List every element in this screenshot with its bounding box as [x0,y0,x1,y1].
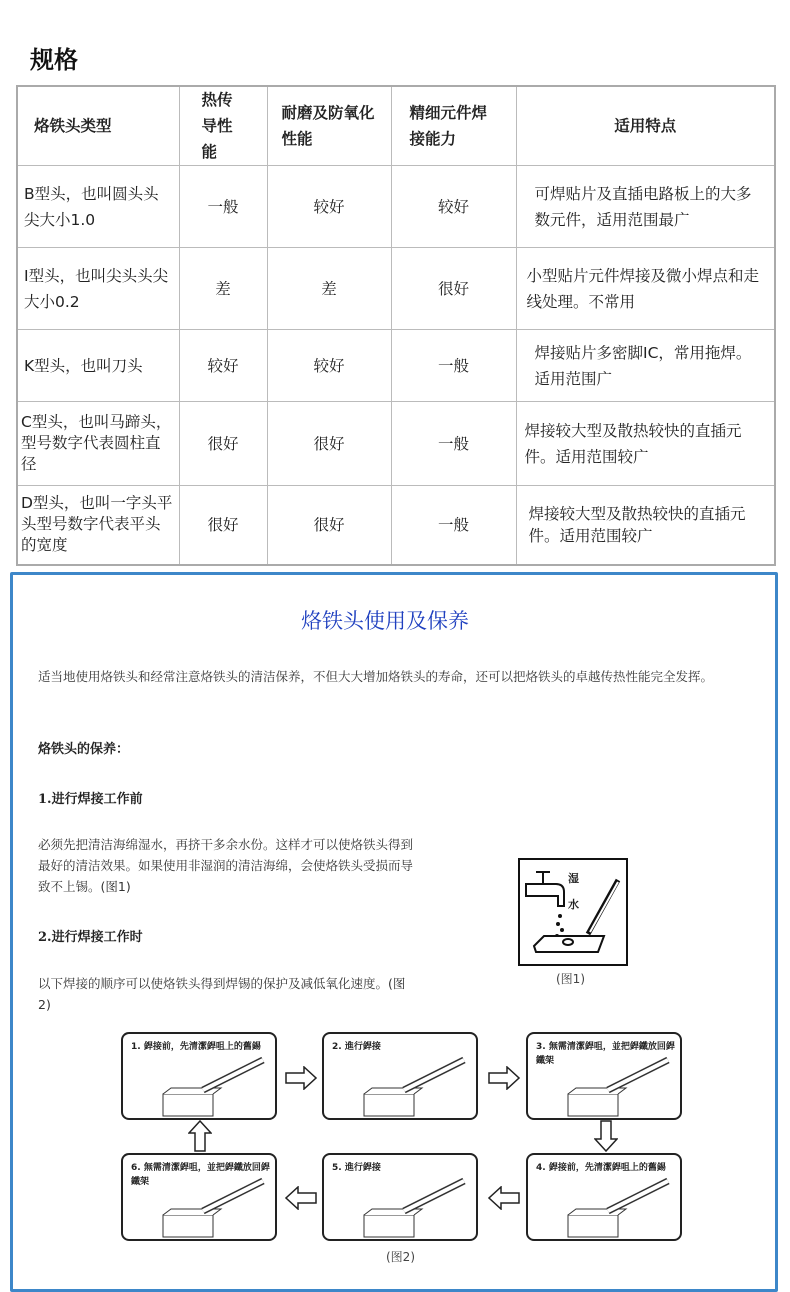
step-label: 5. 進行銲接 [332,1163,381,1173]
cell: D型头，也叫一字头平头型号数字代表平头的宽度 [17,486,179,565]
cell: 一般 [391,486,516,565]
cell: K型头，也叫刀头 [17,330,179,402]
care-subtitle: 烙铁头的保养： [38,742,130,757]
process-step [322,1032,478,1120]
cell: I型头，也叫尖头头尖大小0.2 [17,248,179,330]
step1-text: 必须先把清洁海绵湿水，再挤干多余水份。这样才可以使烙铁头得到最好的清洁效果。如果使用非湿润的清洁海绵，会使烙铁头受损而导致不上锡。(图1) [38,837,414,894]
fig2-caption: (图2) [386,1250,415,1264]
care-title: 烙铁头使用及保养 [301,609,469,633]
header-cell: 烙铁头类型 [17,86,179,166]
soldering-iron-icon [354,1054,474,1120]
flow-arrow-icon [285,1066,317,1090]
soldering-iron-icon [558,1175,678,1241]
cell: 小型贴片元件焊接及微小焊点和走线处理。不常用 [516,248,775,330]
soldering-iron-icon [354,1175,474,1241]
flow-arrow-icon [188,1120,212,1152]
cell: 较好 [179,330,267,402]
intro-text: 适当地使用烙铁头和经常注意烙铁头的清洁保养，不但大大增加烙铁头的寿命，还可以把烙铁头的卓越传热性能完全发挥。 [38,669,714,684]
cell: 一般 [179,166,267,248]
fig1-label: 湿水 [568,872,579,911]
figure1-sponge-illustration [518,858,628,966]
header-cell: 热传导性能 [179,86,267,166]
step-label: 1. 銲接前，先清潔銲咀上的舊錫 [131,1042,261,1052]
process-step [526,1153,682,1241]
flow-arrow-icon [488,1066,520,1090]
cell: 焊接较大型及散热较快的直插元件。适用范围较广 [516,486,775,565]
cell: 可焊贴片及直插电路板上的大多数元件，适用范围最广 [516,166,775,248]
table-row [17,330,775,402]
table-header-row [17,86,775,166]
cell: B型头，也叫圆头头尖大小1.0 [17,166,179,248]
step2-title: 2.进行焊接工作时 [38,930,143,945]
cell: 一般 [391,330,516,402]
step2-text: 以下焊接的顺序可以使烙铁头得到焊锡的保护及减低氧化速度。(图2) [38,976,406,1012]
step-label: 6. 無需清潔銲咀，並把銲鐵放回銲鐵架 [131,1163,270,1187]
cell: 较好 [267,330,391,402]
cell: 较好 [391,166,516,248]
cell: 较好 [267,166,391,248]
header-cell: 精细元件焊接能力 [391,86,516,166]
cell: 焊接贴片多密脚IC，常用拖焊。适用范围广 [516,330,775,402]
cell: 焊接较大型及散热较快的直插元件。适用范围较广 [516,402,775,486]
table-row [17,248,775,330]
table-row [17,166,775,248]
step-label: 3. 無需清潔銲咀，並把銲鐵放回銲鐵架 [536,1042,675,1066]
process-step [526,1032,682,1120]
flow-arrow-icon [488,1186,520,1210]
table-row [17,402,775,486]
step-label: 4. 銲接前，先清潔銲咀上的舊錫 [536,1163,666,1173]
process-step [121,1032,277,1120]
cell: 很好 [267,486,391,565]
cell: 很好 [179,402,267,486]
table-row [17,486,775,565]
process-step [121,1153,277,1241]
cell: 差 [267,248,391,330]
spec-heading: 规格 [30,46,78,74]
cell: 一般 [391,402,516,486]
process-step [322,1153,478,1241]
flow-arrow-icon [594,1120,618,1152]
spec-table [16,85,776,566]
cell: 很好 [179,486,267,565]
cell: C型头，也叫马蹄头，型号数字代表圆柱直径 [17,402,179,486]
soldering-iron-icon [153,1054,273,1120]
cell: 很好 [267,402,391,486]
cell: 很好 [391,248,516,330]
step1-title: 1.进行焊接工作前 [38,792,143,807]
step-label: 2. 進行銲接 [332,1042,381,1052]
fig1-caption: (图1) [556,972,585,986]
flow-arrow-icon [285,1186,317,1210]
header-cell: 耐磨及防氧化性能 [267,86,391,166]
header-cell: 适用特点 [516,86,775,166]
cell: 差 [179,248,267,330]
